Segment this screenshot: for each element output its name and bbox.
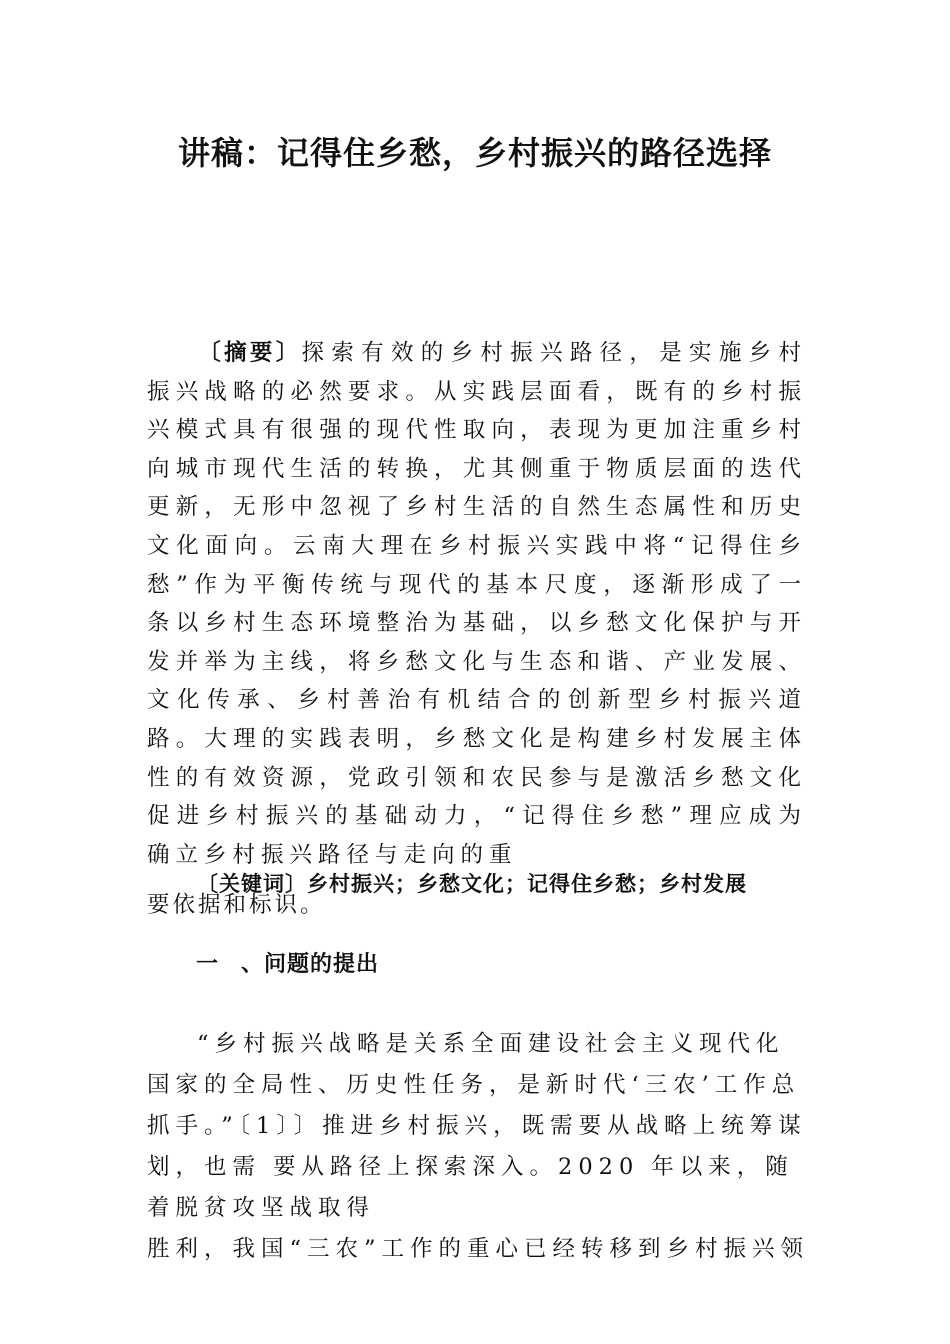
document-title: 讲稿：记得住乡愁，乡村振兴的路径选择 xyxy=(177,134,772,172)
abstract-text: 探索有效的乡村振兴路径，是实施乡村振兴战略的必然要求。从实践层面看，既有的乡村振兴模式具有很强的现代性取向，表现为更加注重乡村向城市现代生活的转换，尤其侧重于物质层面的迭代更新，无形中忽视了乡村生活的自然生态属性和历史文化面向。云南大理在乡村振兴实践中将“记得住乡愁”作为平衡传统与现代的基本尺度，逐渐形成了一条以乡村生态环境整治为基础，以乡愁文化保护与开发并举为主线，将乡愁文化与生态和谐、产业发展、文化传承、乡村善治有机结合的创新型乡村振兴道路。大理的实践表明，乡愁文化是构建乡村发展主体性的有效资源，党政引领和农民参与是激活乡愁文化促进乡村振兴的基础动力，“记得住乡愁”理应成为确立乡村振兴路径与走向的重 xyxy=(147,340,807,868)
section-heading xyxy=(196,947,379,978)
abstract-label: 〔摘要〕 xyxy=(197,340,302,366)
abstract-paragraph xyxy=(147,334,807,925)
section-number: 一 xyxy=(196,952,220,977)
abstract-text-end: 要依据和标识。 xyxy=(147,892,326,919)
paragraph-text-2: 要从路径上探索深入。2020 xyxy=(273,1154,640,1180)
keywords-line xyxy=(197,868,837,898)
continued-paragraph: 胜利，我国“三农”工作的重心已经转移到乡村振兴领 xyxy=(147,1236,810,1262)
keywords-label: 〔关键词〕 xyxy=(197,872,307,896)
paragraph-text-1: “乡村振兴战略是关系全面建设社会主义现代化国家的全局性、历史性任务，是新时代‘三农’工作总抓手。”〔1〕〕推进乡村振兴，既需要从战略上统筹谋划，也需 xyxy=(147,1031,807,1180)
paragraph-text-3: 年以来，随着脱贫攻坚战取得 xyxy=(147,1154,794,1221)
keywords-text: 乡村振兴；乡愁文化；记得住乡愁；乡村发展 xyxy=(307,872,747,896)
section-paragraph xyxy=(147,1024,807,1229)
section-title: 、问题的提出 xyxy=(241,952,380,977)
